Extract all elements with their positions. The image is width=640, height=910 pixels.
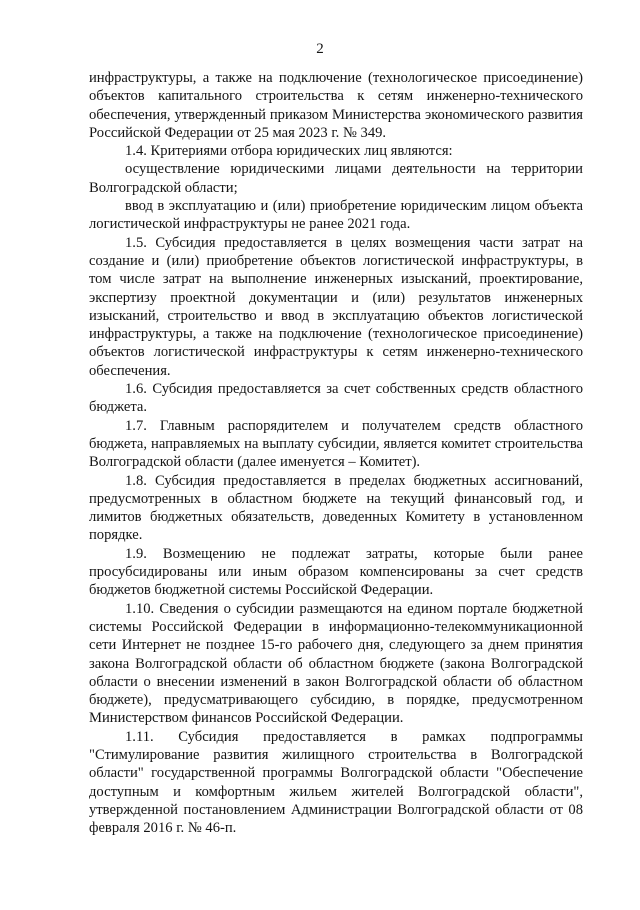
paragraph-1-8: 1.8. Субсидия предоставляется в пределах бюджетных ассигнований, предусмотренных в областном бюджете на текущий финансовый год, и лимитов бюджетных обязательств, доведенных Комитету в установленном порядке. bbox=[89, 472, 583, 544]
document-body bbox=[89, 69, 583, 837]
paragraph-1-4-criterion-2: ввод в эксплуатацию и (или) приобретение юридическим лицом объекта логистической инфраструктуры не ранее 2021 года. bbox=[89, 198, 583, 233]
paragraph-1-4-criterion-1: осуществление юридическими лицами деятельности на территории Волгоградской области; bbox=[89, 161, 583, 196]
paragraph-1-10: 1.10. Сведения о субсидии размещаются на едином портале бюджетной системы Российской Федерации в информационно-телекоммуникационной сети Интернет не позднее 15-го рабочего дня, следующего за днем принятия закона Волгоградской области об областном бюджете (закона Волгоградской области о внесении изменений в закон Волгоградской области об областном бюджете), предусматривающего субсидию, в порядке, предусмотренном Министерством финансов Российской Федерации. bbox=[89, 600, 583, 727]
paragraph-1-11: 1.11. Субсидия предоставляется в рамках подпрограммы "Стимулирование развития жилищного строительства в Волгоградской области" государственной программы Волгоградской области "Обеспечение доступным и комфортным жильем жителей Волгоградской области", утвержденной постановлением Администрации Волгоградской области от 08 февраля 2016 г. № 46-п. bbox=[89, 728, 583, 837]
page-number: 2 bbox=[316, 41, 324, 57]
paragraph-1-7: 1.7. Главным распорядителем и получателем средств областного бюджета, направляемых на выплату субсидии, является комитет строительства Волгоградской области (далее именуется – Комитет). bbox=[89, 417, 583, 471]
paragraph-continuation: инфраструктуры, а также на подключение (технологическое присоединение) объектов капитального строительства к сетям инженерно-технического обеспечения, утвержденный приказом Министерства экономического развития Российской Федерации от 25 мая 2023 г. № 349. bbox=[89, 70, 583, 141]
paragraph-1-9: 1.9. Возмещению не подлежат затраты, которые были ранее просубсидированы или иным образом компенсированы за счет средств бюджетов бюджетной системы Российской Федерации. bbox=[89, 545, 583, 599]
paragraph-1-6: 1.6. Субсидия предоставляется за счет собственных средств областного бюджета. bbox=[89, 381, 583, 416]
paragraph-1-5: 1.5. Субсидия предоставляется в целях возмещения части затрат на создание и (или) приобретение объектов логистической инфраструктуры, в том числе затрат на выполнение инженерных изысканий, проектирование, экспертизу проектной документации и (или) результатов инженерных изысканий, строительство и ввод в эксплуатацию объектов логистической инфраструктуры, а также на подключение (технологическое присоединение) объектов логистической инфраструктуры к сетям инженерно-технического обеспечения. bbox=[89, 234, 583, 379]
paragraph-1-4: 1.4. Критериями отбора юридических лиц являются: bbox=[125, 143, 453, 160]
